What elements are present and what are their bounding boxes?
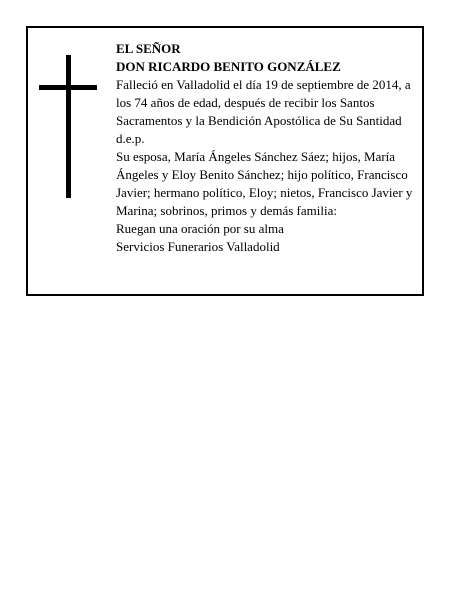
death-statement: Falleció en Valladolid el día 19 de septiembre de 2014, a los 74 años de edad, después de recibir los Santos Sacramentos y la Bendición Apostólica de Su Santidad [116, 77, 411, 128]
notice-text [116, 40, 426, 256]
deceased-title: EL SEÑOR [116, 41, 181, 56]
prayer-request: Ruegan una oración por su alma [116, 221, 284, 236]
cross-vertical-bar [66, 55, 71, 198]
funeral-home: Servicios Funerarios Valladolid [116, 239, 280, 254]
rip-text: d.e.p. [116, 131, 145, 146]
deceased-name: DON RICARDO BENITO GONZÁLEZ [116, 59, 341, 74]
cross-horizontal-bar [39, 85, 97, 90]
family-list: Su esposa, María Ángeles Sánchez Sáez; hijos, María Ángeles y Eloy Benito Sánchez; hijo político, Francisco Javier; hermano político, Eloy; nietos, Francisco Javier y Marina; sobrinos, primos y demás familia: [116, 149, 413, 218]
obituary-notice [26, 26, 424, 296]
